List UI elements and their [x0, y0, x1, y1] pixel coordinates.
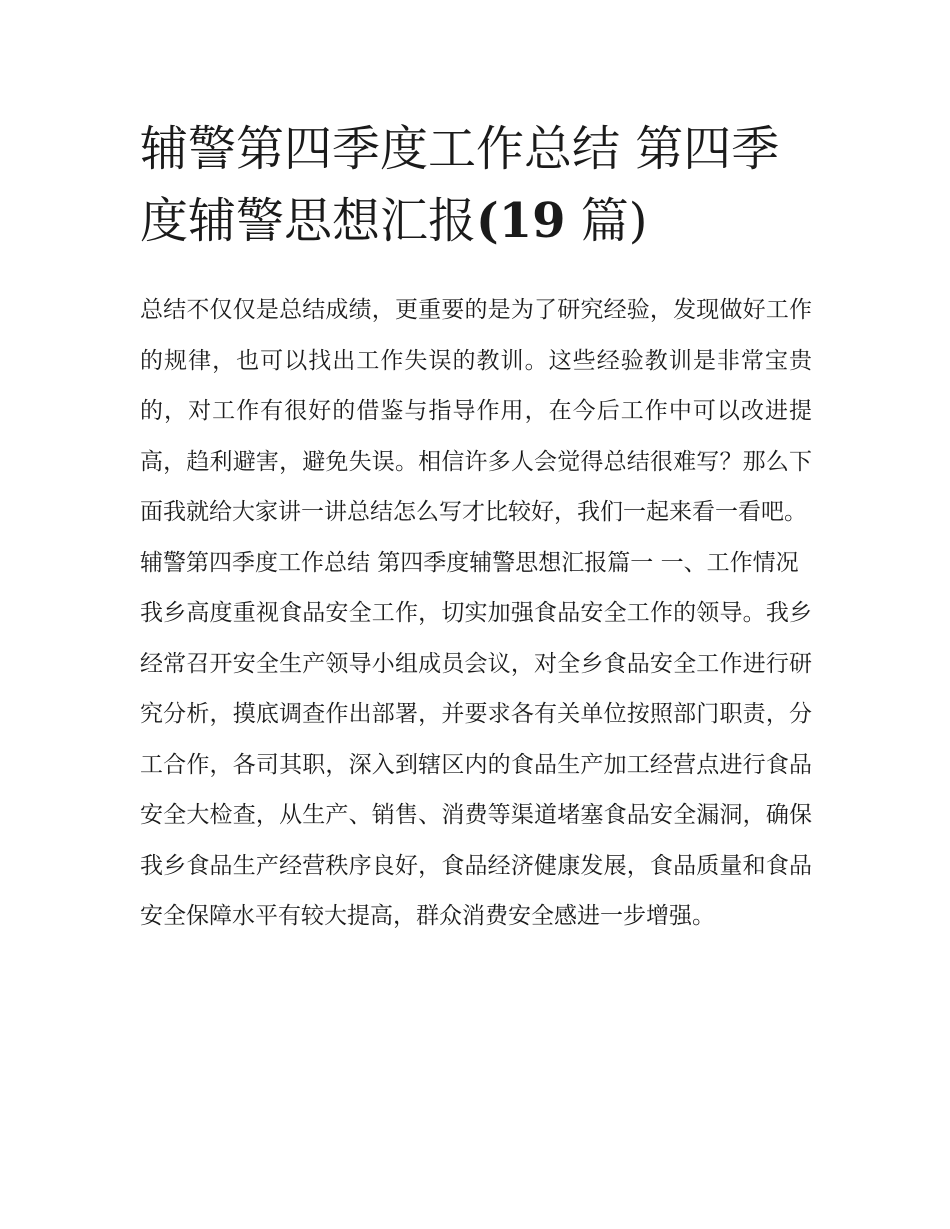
document-title: [140, 113, 812, 257]
title-suffix: 篇): [565, 193, 648, 249]
title-text: 辅警第四季度工作总结 第四季度辅警思想汇报: [140, 121, 780, 249]
title-count: (19: [476, 193, 566, 249]
body-paragraph: 我乡高度重视食品安全工作，切实加强食品安全工作的领导。我乡经常召开安全生产领导小组成员会议，对全乡食品安全工作进行研究分析，摸底调查作出部署，并要求各有关单位按照部门职责，分工合作，各司其职，深入到辖区内的食品生产加工经营点进行食品安全大检查，从生产、销售、消费等渠道堵塞食品安全漏洞，确保我乡食品生产经营秩序良好，食品经济健康发展，食品质量和食品安全保障水平有较大提高，群众消费安全感进一步增强。: [140, 600, 812, 929]
intro-paragraph: 总结不仅仅是总结成绩，更重要的是为了研究经验，发现做好工作的规律，也可以找出工作失误的教训。这些经验教训是非常宝贵的，对工作有很好的借鉴与指导作用，在今后工作中可以改进提高，趋利避害，避免失误。相信许多人会觉得总结很难写？那么下面我就给大家讲一讲总结怎么写才比较好，我们一起来看一看吧。: [140, 297, 812, 525]
section-heading: 辅警第四季度工作总结 第四季度辅警思想汇报篇一 一、工作情况: [140, 549, 799, 576]
document-content: [140, 113, 812, 942]
